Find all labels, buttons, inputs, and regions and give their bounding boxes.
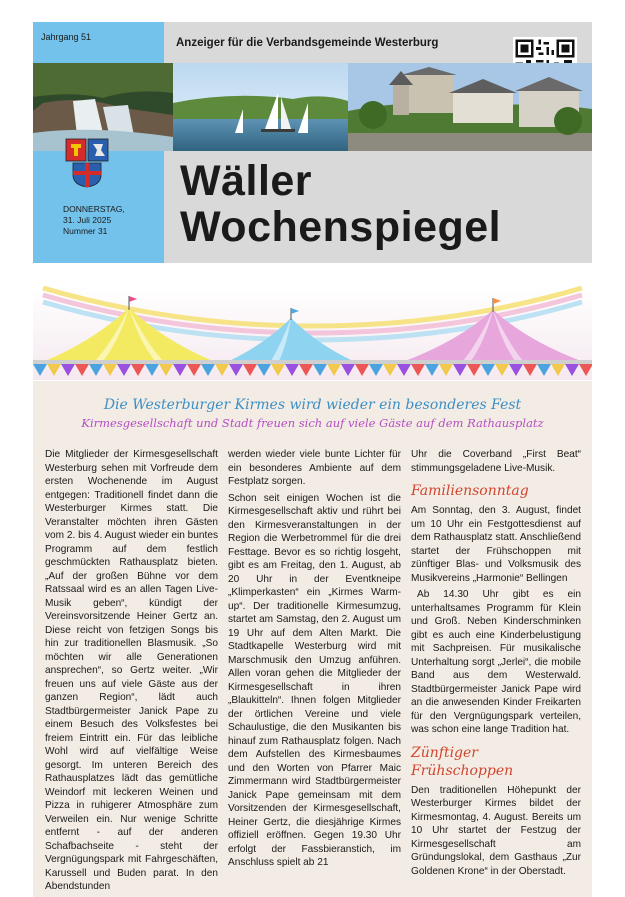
paragraph: Die Mitglieder der Kirmesgesellschaft Westerburg sehen mit Vorfreude dem ersten Wochenende im August entgegen: Traditionell findet dann die Westerburger Kirmes statt. Die Veranstalter möchten ihren Gästen vom 2. bis 4. August wieder ein buntes Programm auf dem festlich geschmückten Rathausplatz bieten. „Auf der großen Bühne vor dem Ratssaal wird es an allen Tagen Live-Musik geben“, kündigt der Vereinsvorsitzende Heiner Gertz an. Diese reicht von fetzigen Songs bis hin zur traditionellen Blasmusik. „So möchten wir alle Generationen ansprechen“, so Gertz weiter. „Wir freuen uns auf viele Gäste aus der ganzen Region“, lädt auch Stadtbürgermeister Janick Pape zu einem Besuch des Volksfestes bei freiem Eintritt ein. Für das leibliche Wohl wird auf vielfältige Weise gesorgt. Im unteren Bereich des Rathausplatzes lädt das gemütliche Weindorf mit leckeren Weinen und Pizza in ruhigerer Atmosphäre zum Verweilen ein. Nur wenige Schritte entfernt - auf der anderen Schafbachseite - steht der Vergnügungspark mit Fahrgeschäften, Karussell und Buden parat. In den Abendstunden — [45, 449, 218, 892]
newspaper-title-line1: Wäller — [180, 157, 313, 205]
article-column-3 — [411, 448, 581, 881]
volume-label: Jahrgang 51 — [41, 32, 92, 42]
paragraph: Am Sonntag, den 3. August, findet um 10 Uhr ein Festgottesdienst auf dem Rathausplatz statt. Anschließend startet der Frühschoppen mit zünftiger Blas- und Volksmusik des Musikvereins „Harmonie“ Bellingen — [411, 505, 581, 584]
section-heading-fruehschoppen: Zünftiger Frühschoppen — [411, 744, 514, 779]
header-photo-collage — [33, 63, 592, 151]
weekday: DONNERSTAG, — [63, 204, 125, 214]
article-subheadline: Kirmesgesellschaft und Stadt freuen sich auf viele Gäste auf dem Rathausplatz — [81, 416, 544, 430]
article-column-1 — [45, 448, 218, 897]
coat-of-arms-icon — [65, 138, 109, 188]
tent-illustration-icon — [33, 286, 592, 380]
issue-number: Nummer 31 — [63, 226, 108, 236]
newspaper-title-line2: Wochenspiegel — [180, 203, 502, 251]
date: 31. Juli 2025 — [63, 215, 112, 225]
newspaper-subtitle: Anzeiger für die Verbandsgemeinde Westerburg — [176, 37, 439, 49]
issue-date-block — [63, 204, 159, 237]
paragraph: Den traditionellen Höhepunkt der Westerburger Kirmes bildet der Kirmesmontag, 4. August. Bereits um 10 Uhr startet der Festzug der Kirmesgesellschaft am Gründungslokal, dem Gasthaus „Zur Goldenen Krone“ in der Oberstadt. — [411, 784, 581, 877]
paragraph: Ab 14.30 Uhr gibt es ein unterhaltsames Programm für Klein und Groß. Neben Kinderschminken gibt es auch eine Kinderbelustigung mit Sachpreisen. Für musikalische Unterhaltung sorgt „Jerlei“, die mobile Band aus dem Westerwald. Stadtbürgermeister Janick Pape wird an die anwesenden Kinder Freikarten für den Vergnügungspark verteilen, was schon eine lange Tradition hat. — [411, 589, 581, 735]
paragraph: Uhr die Coverband „First Beat“ stimmungsgeladene Live-Musik. — [411, 449, 581, 474]
section-heading-familiensonntag: Familiensonntag — [411, 483, 529, 499]
article-headline: Die Westerburger Kirmes wird wieder ein besonderes Fest — [103, 397, 522, 413]
paragraph: werden wieder viele bunte Lichter für ein besonderes Ambiente auf dem Festplatz sorgen. — [228, 449, 401, 487]
paragraph: Schon seit einigen Wochen ist die Kirmesgesellschaft aktiv und rührt bei den Kirmesveranstaltungen in der Region die Werbetrommel für die drei Festtage. Bevor es so richtig losgeht, gibt es am Freitag, den 1. August, ab 20 Uhr in der Eventkneipe „Klimperkasten“ ein „Kirmes Warm-up“. Der traditionelle Kirmesumzug, startet am Samstag, den 2. August um 19 Uhr auf dem Alten Markt. Die Stadtkapelle Westerburg wird mit Marschmusik den Umzug anführen. Allen voran gehen die Mitglieder der Kirmesgesellschaft in ihren „Blaukitteln“. Ihnen folgen Mitglieder der örtlichen Vereine und viele Schaulustige, die den Musikanten bis hinauf zum Rathausplatz folgen. Nach dem Aufstellen des Kirmesbaumes und den Worten von Pfarrer Maic Zimmermann wird Stadtbürgermeister Janick Pape gemeinsam mit dem Vorsitzenden der Kirmesgesellschaft, Heiner Gertz, die diesjährige Kirmes offiziell eröffnen. Gegen 19.30 Uhr erfolgt der Fassbieranstich, im Anschluss spielt ab 21 — [228, 492, 401, 868]
article-column-2 — [228, 448, 401, 873]
